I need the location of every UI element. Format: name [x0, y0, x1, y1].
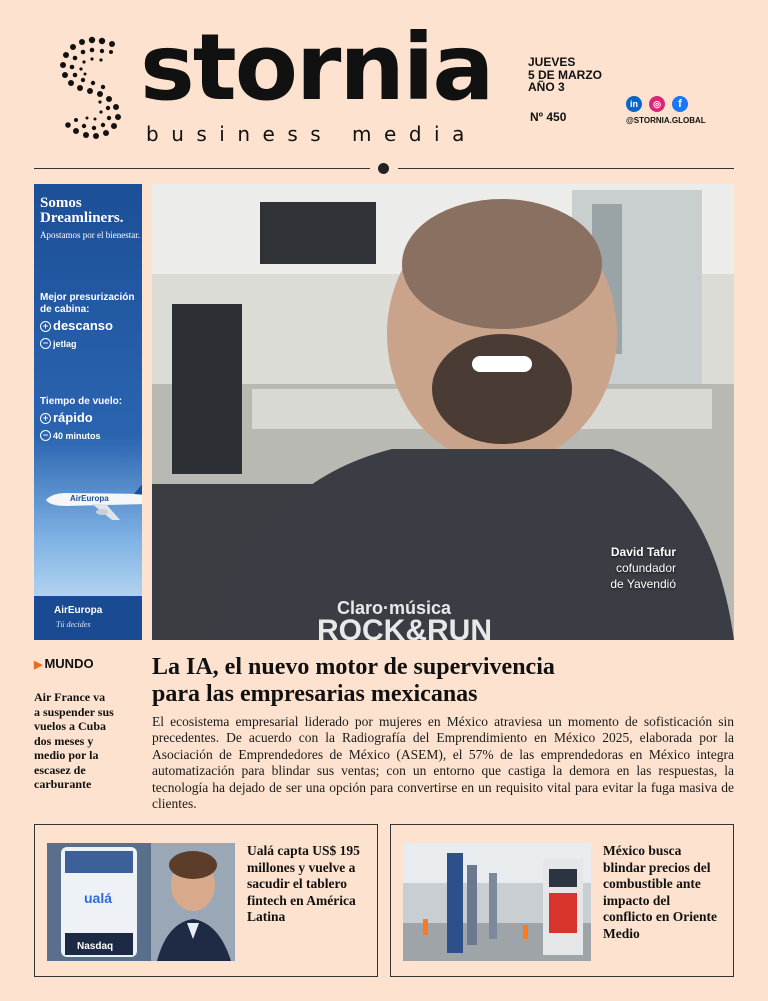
issue-number: Nº 450 — [530, 110, 567, 124]
uala-photo — [47, 843, 235, 961]
nasdaq-text: Nasdaq — [77, 941, 114, 952]
headline-line-2: para las empresarias mexicanas — [152, 681, 478, 707]
ad-heading-flight-time: Tiempo de vuelo: — [40, 396, 123, 407]
plus-icon: + — [40, 321, 51, 332]
minus-icon: − — [40, 430, 51, 441]
ad-minus-label-2: 40 minutos — [53, 431, 101, 441]
photo-caption — [610, 544, 676, 592]
ad-heading-pressurization: Mejor presurización de cabina: — [40, 292, 135, 315]
main-headline[interactable] — [152, 654, 732, 708]
triangle-right-icon: ▶ — [34, 659, 43, 671]
main-lede: El ecosistema empresarial liderado por mujeres en México atraviesa un momento de sofisticación sin precedentes. De acuerdo con la Radiografía del Emprendimiento en México 2025, elaborada por la Asociación de Emprendedores de México (ASEM), el 57% de las emprendedoras en México integra automatización para blindar sus ventas; con un entorno que castiga la demora en las respuestas, la tecnología ha dejado de ser una opción para convertirse en un requisito vital para evitar la fuga masiva de clientes. — [152, 714, 734, 812]
issue-day: JUEVES — [528, 55, 576, 69]
minus-icon: − — [40, 338, 51, 349]
caption-name: David Tafur — [610, 545, 676, 559]
ad-banner[interactable] — [34, 184, 142, 640]
ad-minus-item-2 — [40, 430, 101, 441]
issue-date: 5 DE MARZO — [528, 67, 603, 82]
ad-minus-item — [40, 338, 77, 349]
caption-role: cofundador — [615, 561, 676, 575]
section-label[interactable] — [34, 656, 94, 671]
divider-ornament-icon — [378, 163, 389, 174]
gas-station-illustration — [403, 843, 591, 961]
hero-photo[interactable] — [152, 184, 734, 640]
ad-minus-label: jetlag — [53, 339, 77, 349]
airplane-icon — [42, 482, 142, 526]
ad-subtitle: Apostamos por el bienestar. — [40, 230, 140, 240]
card-headline[interactable]: México busca blindar precios del combustible ante impacto del conflicto en Oriente Medio — [603, 843, 717, 941]
gas-station-photo — [403, 843, 591, 961]
divider-left — [34, 168, 370, 169]
brand-tagline: business media — [146, 122, 477, 146]
instagram-icon[interactable]: ◎ — [649, 96, 665, 112]
social-handle[interactable]: @STORNIA.GLOBAL — [626, 116, 706, 125]
headline-line-1: La IA, el nuevo motor de supervivencia — [152, 654, 555, 680]
facebook-icon[interactable]: f — [672, 96, 688, 112]
social-links — [626, 96, 688, 112]
ad-footer — [34, 596, 142, 640]
story-card-uala[interactable] — [34, 824, 378, 977]
ad-slogan: Tú decides — [56, 620, 91, 629]
plus-icon: + — [40, 413, 51, 424]
issue-year: AÑO 3 — [528, 80, 565, 94]
linkedin-icon[interactable]: in — [626, 96, 642, 112]
brand-name: stornia — [140, 14, 493, 121]
card-headline[interactable]: Ualá capta US$ 195 millones y vuelve a sacudir el tablero fintech en América Latina — [247, 843, 360, 924]
divider-right — [398, 168, 734, 169]
caption-company: de Yavendió — [610, 577, 676, 591]
uala-brand-text: ualá — [84, 890, 113, 906]
airline-logo: AirEuropa — [54, 605, 103, 616]
ad-title: Somos Dreamliners. — [40, 195, 124, 226]
ad-plus-item — [40, 318, 113, 333]
shirt-print-line-2: ROCK&RUN — [317, 614, 492, 640]
ad-plus-item-2 — [40, 410, 93, 425]
section-name: MUNDO — [44, 656, 94, 671]
issue-date-block — [528, 56, 602, 94]
stornia-logo-icon — [56, 32, 128, 140]
uala-image-illustration — [47, 843, 235, 961]
shirt-print-line-1: Claro·música — [337, 598, 452, 618]
story-card-fuel[interactable] — [390, 824, 734, 977]
plane-livery: AirEuropa — [70, 494, 109, 503]
ad-plus-label: descanso — [53, 318, 113, 333]
ad-plus-label-2: rápido — [53, 410, 93, 425]
world-news-brief[interactable]: Air France va a suspender sus vuelos a Cuba dos meses y medio por la escasez de carburante — [34, 690, 114, 791]
